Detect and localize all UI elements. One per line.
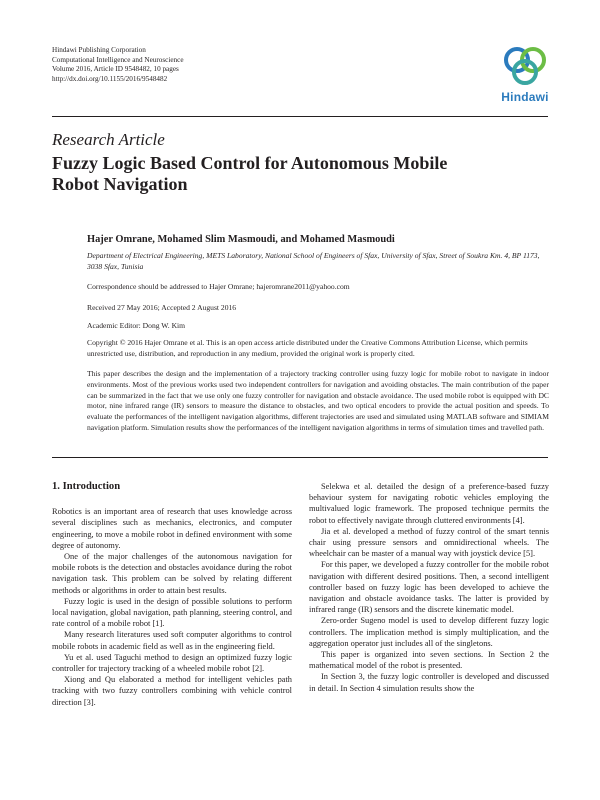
paragraph: Selekwa et al. detailed the design of a preference-based fuzzy behaviour system for navigating robotic vehicles employing the multivalued logic framework. The proposed technique permits the robot to effectively navigate through cluttered environments [4]. (309, 482, 549, 525)
paragraph: Fuzzy logic is used in the design of possible solutions to perform local navigation, global navigation, path planning, steering control, and rate control of a mobile robot [1]. (52, 596, 292, 629)
copyright-notice: Copyright © 2016 Hajer Omrane et al. This is an open access article distributed under the Creative Commons Attribution License, which permits unrestricted use, distribution, and reproduction in any medium, provided the original work is properly cited. (87, 338, 528, 358)
volume-info: Volume 2016, Article ID 9548482, 10 pages (52, 65, 179, 74)
received-accepted-dates: Received 27 May 2016; Accepted 2 August 2016 (87, 303, 237, 312)
paragraph: Robotics is an important area of research that uses knowledge across several disciplines such as mechanics, electronics, and computer engineering, to move a mobile robot in defined environment with some degree of autonomy. (52, 507, 292, 550)
paragraph: For this paper, we developed a fuzzy controller for the mobile robot navigation with different desired positions. Then, a second intelligent controller based on fuzzy logic has been developed to achieve the navigation and obstacle avoidance tasks. The latter is provided by infrared range (IR) sensors and the discrete kinematic model. (309, 560, 549, 615)
paragraph: In Section 3, the fuzzy logic controller is developed and discussed in detail. In Section 4 simulation results show the (309, 672, 549, 693)
paragraph: This paper is organized into seven sections. In Section 2 the mathematical model of the robot is presented. (309, 650, 549, 671)
paragraph: Jia et al. developed a method of fuzzy control of the smart tennis chair using pressure sensors and omnidirectional wheels. The wheelchair can be master of a manual way with joystick device [5]. (309, 526, 549, 559)
section-heading: 1. Introduction (52, 481, 121, 492)
affiliation: Department of Electrical Engineering, METS Laboratory, National School of Engineers of Sfax, University of Sfax, Street of Soukra Km. 4, BP 1173, 3038 Sfax, Tunisia (87, 251, 540, 271)
abstract-divider (52, 457, 548, 458)
author-list: Hajer Omrane, Mohamed Slim Masmoudi, and Mohamed Masmoudi (87, 234, 395, 245)
paragraph: Many research literatures used soft computer algorithms to control mobile robots in academic field as well as in the engineering field. (52, 630, 292, 651)
right-column (309, 481, 549, 694)
hindawi-logo-icon (497, 44, 553, 88)
article-type: Research Article (52, 130, 165, 149)
publisher-name: Hindawi Publishing Corporation (52, 46, 146, 54)
paragraph: Yu et al. used Taguchi method to design an optimized fuzzy logic controller for trajectory tracking of a wheeled mobile robot [2]. (52, 652, 292, 674)
journal-name: Computational Intelligence and Neuroscience (52, 55, 184, 64)
article-title: Fuzzy Logic Based Control for Autonomous Mobile Robot Navigation (52, 153, 448, 194)
abstract: This paper describes the design and the implementation of a trajectory tracking controller using fuzzy logic for mobile robot to navigate in indoor environments. Most of the previous works used two independent controllers for navigation and avoiding obstacles. The main contribution of the paper can be summarized in the fact that we use only one fuzzy controller for navigation and obstacle avoidance. The used mobile robot is equipped with DC motor, nine infrared range (IR) sensors to measure the distance to obstacles, and two optical encoders to provide the actual position and speeds. To evaluate the performances of the intelligent navigation algorithms, different trajectories are used and simulated using MATLAB software and SIMIAM navigation platform. Simulation results show the performances of the intelligent navigation algorithms in terms of simulation times and travelled path. (87, 369, 549, 432)
header-divider (52, 116, 548, 117)
hindawi-logo-text: Hindawi (501, 90, 549, 104)
correspondence: Correspondence should be addressed to Hajer Omrane; hajeromrane2011@yahoo.com (87, 282, 350, 291)
paragraph: Xiong and Qu elaborated a method for intelligent vehicles path tracking with two fuzzy controllers combining with vehicle control direction [3]. (52, 675, 292, 707)
publication-info (52, 46, 184, 84)
doi-link[interactable]: http://dx.doi.org/10.1155/2016/9548482 (52, 74, 168, 83)
academic-editor: Academic Editor: Dong W. Kim (87, 321, 186, 330)
hindawi-logo (497, 44, 553, 106)
paragraph: Zero-order Sugeno model is used to develop different fuzzy logic controllers. The implication method is simply multiplication, and the aggregation operator just includes all of the singletons. (309, 616, 549, 648)
paragraph: One of the major challenges of the autonomous navigation for mobile robots is the detection and obstacles avoidance during the robot navigation task. This problem can be solved by relating different methods or algorithms in order to attain best results. (52, 552, 292, 595)
left-column (52, 481, 292, 708)
